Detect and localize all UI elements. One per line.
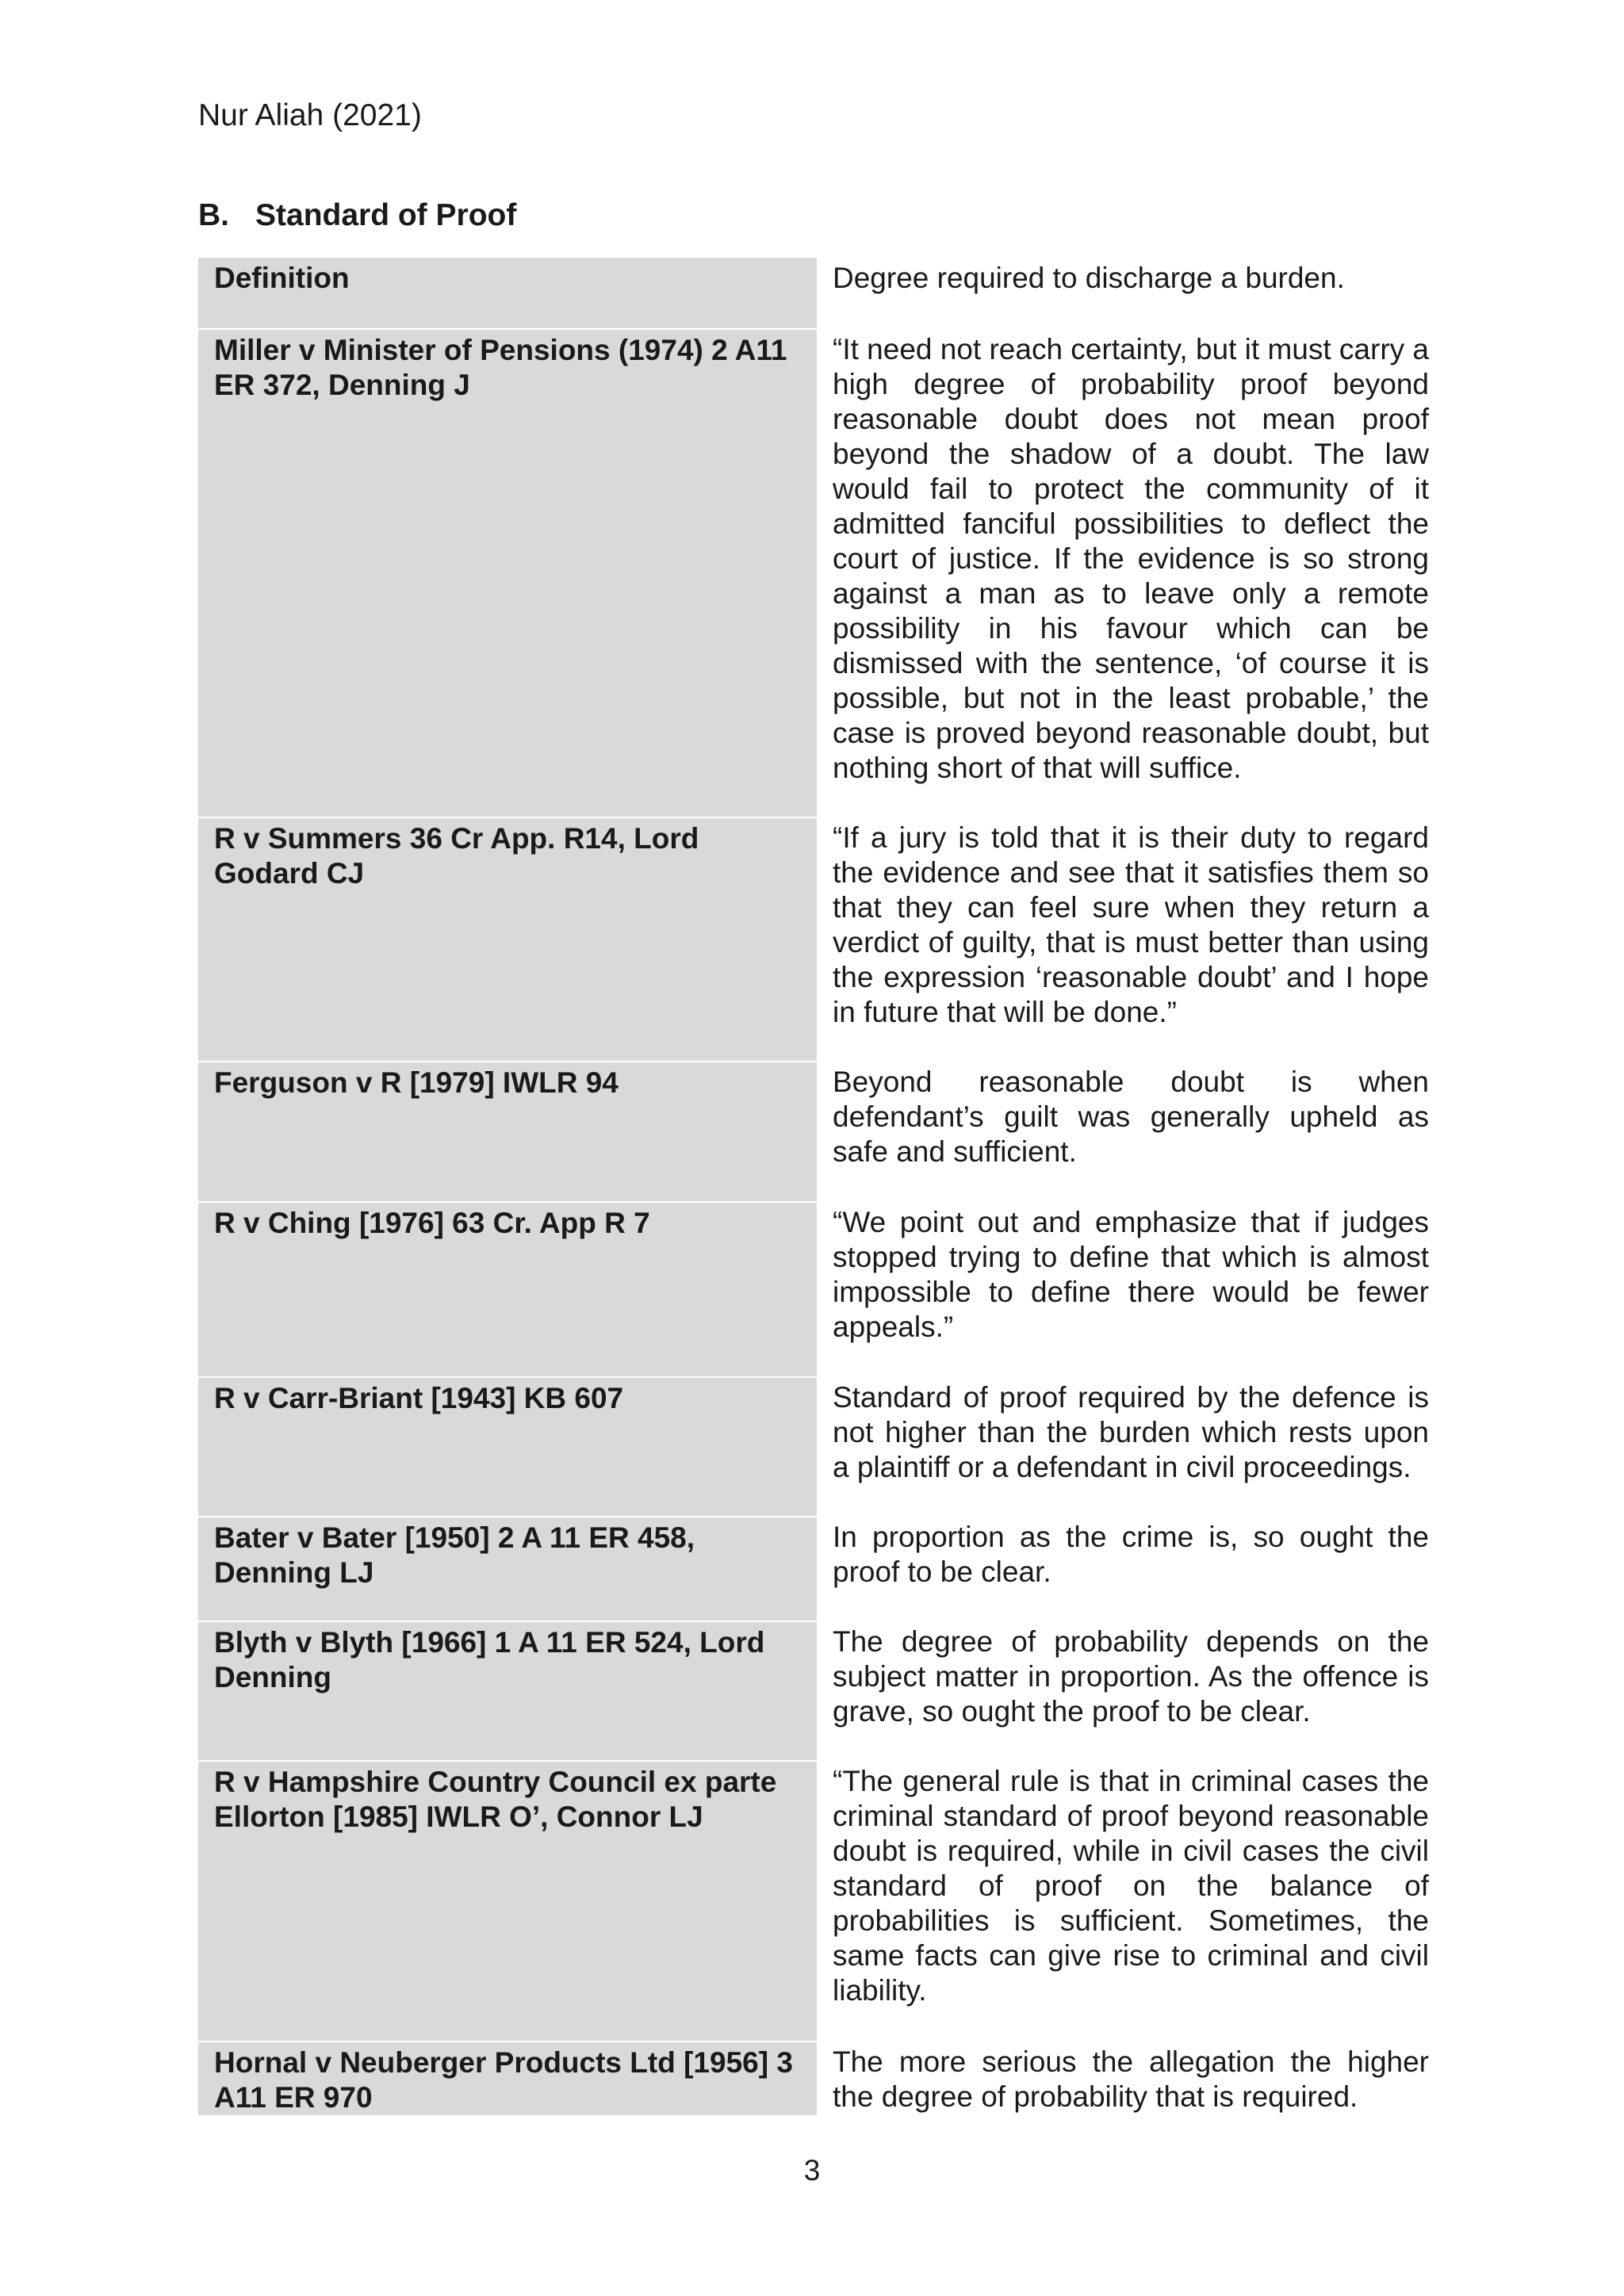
table-row (198, 1517, 1429, 1621)
case-name-cell: Bater v Bater [1950] 2 A 11 ER 458, Denning LJ (198, 1517, 817, 1621)
section-heading (198, 197, 516, 235)
table-row (198, 1621, 1429, 1761)
table-row (198, 817, 1429, 1062)
table-row (198, 329, 1429, 817)
table-row (198, 1761, 1429, 2042)
table-row (198, 2042, 1429, 2116)
header-author: Nur Aliah (2021) (198, 98, 422, 132)
case-description-cell: Standard of proof required by the defence is not higher than the burden which rests upon a plaintiff or a defendant in civil proceedings. (817, 1377, 1429, 1517)
case-name-cell: Ferguson v R [1979] IWLR 94 (198, 1062, 817, 1202)
standard-of-proof-table (198, 258, 1429, 2117)
case-description-cell: The more serious the allegation the higher the degree of probability that is required. (817, 2042, 1429, 2116)
case-name-cell: Definition (198, 258, 817, 329)
case-description-cell: “We point out and emphasize that if judges stopped trying to define that which is almost impossible to define there would be fewer appeals.” (817, 1202, 1429, 1377)
table-row (198, 258, 1429, 329)
section-letter: B. (198, 198, 229, 232)
case-name-cell: Hornal v Neuberger Products Ltd [1956] 3 A11 ER 970 (198, 2042, 817, 2116)
case-name-cell: R v Ching [1976] 63 Cr. App R 7 (198, 1202, 817, 1377)
case-name-cell: R v Hampshire Country Council ex parte Ellorton [1985] IWLR O’, Connor LJ (198, 1761, 817, 2042)
case-description-cell: Degree required to discharge a burden. (817, 258, 1429, 329)
case-name-cell: Miller v Minister of Pensions (1974) 2 A11 ER 372, Denning J (198, 329, 817, 817)
table-row (198, 1202, 1429, 1377)
case-description-cell: “The general rule is that in criminal cases the criminal standard of proof beyond reasonable doubt is required, while in civil cases the civil standard of proof on the balance of probabilities is sufficient. Sometimes, the same facts can give rise to criminal and civil liability. (817, 1761, 1429, 2042)
case-description-cell: The degree of probability depends on the subject matter in proportion. As the offence is grave, so ought the proof to be clear. (817, 1621, 1429, 1761)
case-description-cell: “It need not reach certainty, but it must carry a high degree of probability proof beyond reasonable doubt does not mean proof beyond the shadow of a doubt. The law would fail to protect the community of it admitted fanciful possibilities to deflect the court of justice. If the evidence is so strong against a man as to leave only a remote possibility in his favour which can be dismissed with the sentence, ‘of course it is possible, but not in the least probable,’ the case is proved beyond reasonable doubt, but nothing short of that will suffice. (817, 329, 1429, 817)
case-name-cell: Blyth v Blyth [1966] 1 A 11 ER 524, Lord Denning (198, 1621, 817, 1761)
case-name-cell: R v Summers 36 Cr App. R14, Lord Godard CJ (198, 817, 817, 1062)
section-title: Standard of Proof (255, 198, 517, 232)
table-row (198, 1062, 1429, 1202)
case-description-cell: In proportion as the crime is, so ought the proof to be clear. (817, 1517, 1429, 1621)
case-description-cell: Beyond reasonable doubt is when defendant’s guilt was generally upheld as safe and sufficient. (817, 1062, 1429, 1202)
case-name-cell: R v Carr-Briant [1943] KB 607 (198, 1377, 817, 1517)
page-number: 3 (803, 2154, 821, 2187)
case-description-cell: “If a jury is told that it is their duty to regard the evidence and see that it satisfies them so that they can feel sure when they return a verdict of guilty, that is must better than using the expression ‘reasonable doubt’ and I hope in future that will be done.” (817, 817, 1429, 1062)
table-row (198, 1377, 1429, 1517)
